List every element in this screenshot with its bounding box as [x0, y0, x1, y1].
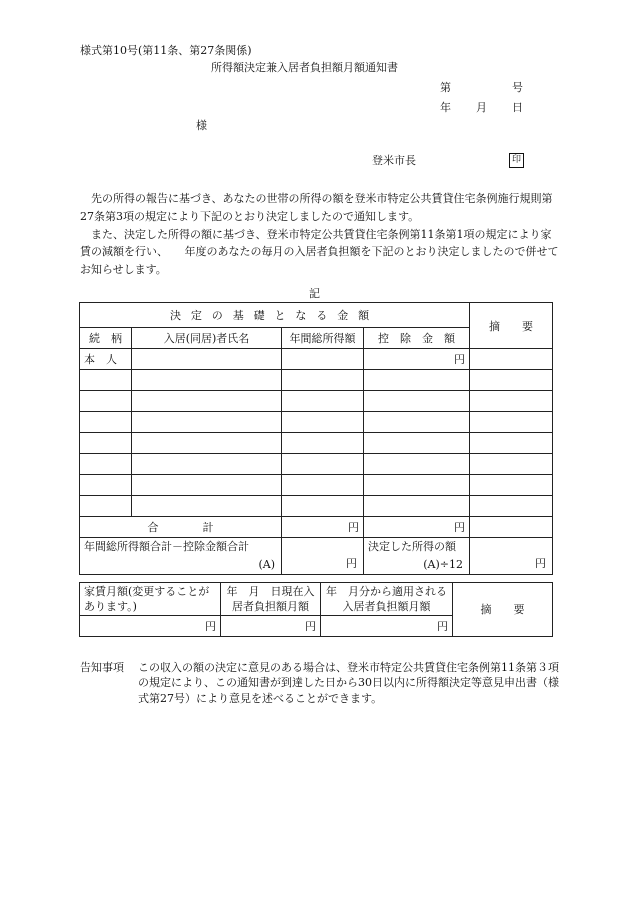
tekiyo-cell [470, 349, 553, 370]
decided-income-cell [364, 538, 470, 575]
total-tekiyo-cell [470, 517, 553, 538]
applied-burden-yen: 円 [321, 616, 453, 637]
total-label: 合 計 [80, 517, 282, 538]
ki-label: 記 [309, 287, 320, 300]
number-label-dai: 第 [440, 81, 451, 94]
addressee-sama: 様 [196, 119, 207, 132]
total-deduction-yen: 円 [364, 517, 470, 538]
notice-section [80, 660, 560, 706]
date-month-label: 月 [476, 101, 487, 114]
net-income-yen: 円 [346, 557, 357, 570]
relation-cell: 本 人 [80, 349, 132, 370]
net-income-yen-cell [282, 538, 364, 575]
income-basis-table [79, 302, 553, 575]
notice-text: この収入の額の決定に意見のある場合は、登米市特定公共賃貸住宅条例第11条第３項の規定により、この通知書が到達した日から30日以内に所得額決定等意見申出書（様式第27号）により意見を述べることができます。 [138, 661, 559, 705]
current-burden-label: 年 月 日現在入居者負担額月額 [221, 583, 321, 616]
decided-income-yen-cell [470, 538, 553, 575]
number-label-go: 号 [512, 81, 523, 94]
net-income-label: 年間総所得額合計－控除金額合計 [84, 540, 249, 553]
table-row [80, 370, 553, 391]
table-row [80, 433, 553, 454]
rent-tekiyo-header: 摘 要 [453, 583, 553, 637]
tekiyo-header: 摘 要 [470, 303, 553, 349]
table-row [80, 475, 553, 496]
applied-burden-label: 年 月分から適用される入居者負担額月額 [321, 583, 453, 616]
table-row [80, 496, 553, 517]
deduction-cell: 円 [364, 349, 470, 370]
col-relation: 続 柄 [80, 328, 132, 349]
col-annual-income: 年間総所得額 [282, 328, 364, 349]
form-number: 様式第10号(第11条、第27条関係) [80, 44, 252, 57]
table-row [80, 391, 553, 412]
income-cell [282, 349, 364, 370]
total-income-yen: 円 [282, 517, 364, 538]
decided-income-formula: (A)÷12 [423, 558, 463, 571]
rent-table [79, 582, 553, 637]
decided-income-yen: 円 [535, 557, 546, 570]
paragraph-1: 先の所得の報告に基づき、あなたの世帯の所得の額を登米市特定公共賃貸住宅条例施行規則第27条第3項の規定により下記のとおり決定しましたので通知します。 [80, 192, 553, 223]
net-income-cell [80, 538, 282, 575]
issuer-name: 登米市長 [372, 154, 416, 167]
rent-label: 家賃月額(変更することがあります。) [80, 583, 221, 616]
group-header: 決定の基礎となる金額 [80, 303, 470, 328]
seal-mark: 印 [509, 153, 524, 168]
name-cell [132, 349, 282, 370]
table-row [80, 412, 553, 433]
col-name: 入居(同居)者氏名 [132, 328, 282, 349]
decided-income-label: 決定した所得の額 [368, 540, 456, 553]
net-income-a: (A) [258, 558, 275, 571]
body-text [80, 190, 560, 279]
date-year-label: 年 [440, 101, 451, 114]
paragraph-2: また、決定した所得の額に基づき、登米市特定公共賃貸住宅条例第11条第1項の規定により家賃の減額を行い、 年度のあなたの毎月の入居者負担額を下記のとおり決定しましたので併せてお知らせします。 [80, 227, 559, 277]
document-title: 所得額決定兼入居者負担額月額通知書 [211, 61, 398, 74]
date-day-label: 日 [512, 101, 523, 114]
current-burden-yen: 円 [221, 616, 321, 637]
notice-heading: 告知事項 [80, 661, 124, 674]
rent-yen: 円 [80, 616, 221, 637]
col-deduction: 控 除 金 額 [364, 328, 470, 349]
table-row [80, 454, 553, 475]
